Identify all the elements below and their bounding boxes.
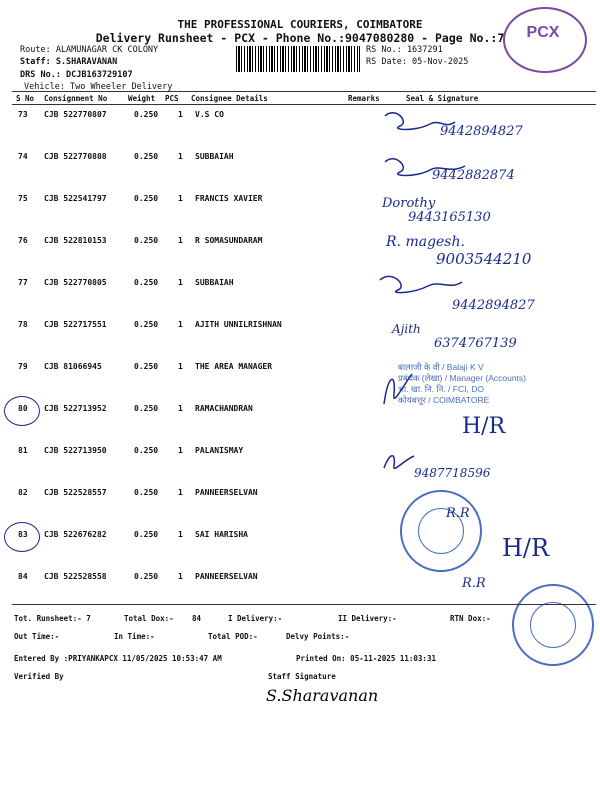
row-pcs: 1 [178, 194, 183, 203]
hw-phone-77: 9442894827 [452, 298, 535, 313]
row-consignee: V.S CO [195, 110, 224, 119]
barcode [236, 46, 360, 72]
col-weight: Weight [128, 94, 156, 103]
row-consignment: CJB 522528557 [44, 488, 107, 497]
verified-by: Verified By [14, 672, 64, 681]
row-weight: 0.250 [134, 362, 159, 371]
hw-hr-80: H/R [462, 414, 506, 439]
row-weight: 0.250 [134, 572, 159, 581]
rs-date: RS Date: 05-Nov-2025 [366, 57, 469, 67]
row-consignee: AJITH UNNILRISHNAN [195, 320, 282, 329]
col-pcs: PCS [165, 94, 179, 103]
row-consignee: PANNEERSELVAN [195, 488, 258, 497]
hw-phone-73: 9442894827 [440, 124, 523, 139]
footer-rule [12, 604, 596, 605]
row-consignment: CJB 522717551 [44, 320, 107, 329]
delvy-points: Delvy Points:- [286, 632, 350, 641]
row-pcs: 1 [178, 278, 183, 287]
total-pod: Total POD:- [208, 632, 258, 641]
row-consignee: PANNEERSELVAN [195, 572, 258, 581]
total-dox-value: 84 [192, 614, 202, 623]
seal-line-4: कोयंबत्तूर / COIMBATORE [398, 395, 490, 405]
header-rule-top [12, 91, 596, 92]
row-consignment: CJB 522770805 [44, 278, 107, 287]
row-consignee: R SOMASUNDARAM [195, 236, 263, 245]
pcx-stamp-text: PCX [526, 24, 560, 41]
row-pcs: 1 [178, 236, 183, 245]
col-remarks: Remarks [348, 94, 380, 103]
row-pcs: 1 [178, 488, 183, 497]
ii-delivery: II Delivery:- [338, 614, 397, 623]
table-row [12, 446, 592, 488]
row-sno: 78 [18, 320, 28, 329]
row-pcs: 1 [178, 530, 183, 539]
drs-number: DRS No.: DCJB163729107 [20, 70, 133, 80]
row-weight: 0.250 [134, 530, 159, 539]
row-sno: 73 [18, 110, 28, 119]
entered-by: Entered By :PRIYANKAPCX 11/05/2025 10:53:47 AM [14, 654, 222, 663]
runsheet-subtitle: Delivery Runsheet - PCX - Phone No.:9047080280 - Page No.:7 [95, 31, 505, 45]
hw-name-76: R. magesh. [386, 234, 465, 250]
hw-name-78: Ajith [392, 322, 421, 336]
table-row [12, 488, 592, 530]
col-seal: Seal & Signature [406, 94, 479, 103]
row-sno: 83 [18, 530, 28, 539]
total-dox-label: Total Dox:- [124, 614, 174, 623]
tot-runsheet: Tot. Runsheet:- 7 [14, 614, 91, 623]
seal-line-2: प्रबंधक (लेखा) / Manager (Accounts) [398, 373, 527, 383]
row-weight: 0.250 [134, 404, 159, 413]
row-pcs: 1 [178, 362, 183, 371]
row-pcs: 1 [178, 572, 183, 581]
row-consignment: CJB 81066945 [44, 362, 102, 371]
i-delivery: I Delivery:- [228, 614, 283, 623]
hw-rr-82: R.R [446, 506, 470, 521]
pen-circle-83 [4, 522, 40, 552]
route-label: Route: ALAMUNAGAR CK COLONY [20, 45, 159, 55]
row-pcs: 1 [178, 404, 183, 413]
row-weight: 0.250 [134, 236, 159, 245]
row-weight: 0.250 [134, 194, 159, 203]
row-weight: 0.250 [134, 110, 159, 119]
company-title: THE PROFESSIONAL COURIERS, COIMBATORE [177, 18, 423, 31]
col-consignment: Consignment No [44, 94, 108, 103]
row-sno: 75 [18, 194, 28, 203]
row-consignee: PALANISMAY [195, 446, 244, 455]
row-weight: 0.250 [134, 320, 159, 329]
row-sno: 74 [18, 152, 28, 161]
staff-label: Staff: S.SHARAVANAN [20, 57, 118, 67]
row-weight: 0.250 [134, 446, 159, 455]
rtn-dox: RTN Dox:- [450, 614, 491, 623]
row-consignment: CJB 522676282 [44, 530, 107, 539]
row-pcs: 1 [178, 152, 183, 161]
row-sno: 76 [18, 236, 28, 245]
row-sno: 82 [18, 488, 28, 497]
row-consignment: CJB 522713950 [44, 446, 107, 455]
row-weight: 0.250 [134, 488, 159, 497]
vehicle-label: Vehicle: Two Wheeler Delivery [24, 82, 173, 92]
staff-signature-label: Staff Signature [268, 672, 336, 681]
hw-phone-76: 9003544210 [436, 250, 532, 268]
row-sno: 80 [18, 404, 28, 413]
row-consignment: CJB 522770807 [44, 110, 107, 119]
row-pcs: 1 [178, 110, 183, 119]
round-stamp-82 [400, 490, 482, 572]
seal-line-1: बालाजी के वी / Balaji K V [398, 362, 484, 372]
row-consignment: CJB 522713952 [44, 404, 107, 413]
out-time: Out Time:- [14, 632, 60, 641]
row-consignment: CJB 522541797 [44, 194, 107, 203]
row-sno: 79 [18, 362, 28, 371]
table-row [12, 572, 592, 614]
row-weight: 0.250 [134, 278, 159, 287]
printed-on: Printed On: 05-11-2025 11:03:31 [296, 654, 436, 663]
row-consignee: SAI HARISHA [195, 530, 248, 539]
row-consignee: SUBBAIAH [195, 278, 234, 287]
row-consignee: RAMACHANDRAN [195, 404, 253, 413]
row-consignee: THE AREA MANAGER [195, 362, 273, 371]
official-seal-79 [398, 362, 598, 406]
col-sno: S No [16, 94, 35, 103]
pen-circle-80 [4, 396, 40, 426]
signature-79 [378, 364, 418, 414]
row-pcs: 1 [178, 320, 183, 329]
hw-phone-75: 9443165130 [408, 210, 491, 225]
hw-hr-83: H/R [502, 534, 550, 562]
hw-phone-74: 9442882874 [432, 168, 515, 183]
row-consignee: SUBBAIAH [195, 152, 234, 161]
col-consignee: Consignee Details [191, 94, 268, 103]
hw-rr-84: R.R [462, 576, 486, 591]
row-consignee: FRANCIS XAVIER [195, 194, 263, 203]
hw-name-75: Dorothy [382, 196, 436, 211]
row-consignment: CJB 522770808 [44, 152, 107, 161]
row-sno: 84 [18, 572, 28, 581]
staff-signature: S.Sharavanan [266, 686, 379, 705]
row-sno: 77 [18, 278, 28, 287]
row-sno: 81 [18, 446, 28, 455]
rs-number: RS No.: 1637291 [366, 45, 443, 55]
round-stamp-84 [512, 584, 594, 666]
row-consignment: CJB 522810153 [44, 236, 107, 245]
row-weight: 0.250 [134, 152, 159, 161]
in-time: In Time:- [114, 632, 155, 641]
hw-phone-78: 6374767139 [434, 336, 517, 351]
seal-line-3: भा. खा. नि. नि. / FCI, DO [398, 384, 484, 394]
row-consignment: CJB 522528558 [44, 572, 107, 581]
row-pcs: 1 [178, 446, 183, 455]
hw-phone-81: 9487718596 [414, 466, 491, 480]
